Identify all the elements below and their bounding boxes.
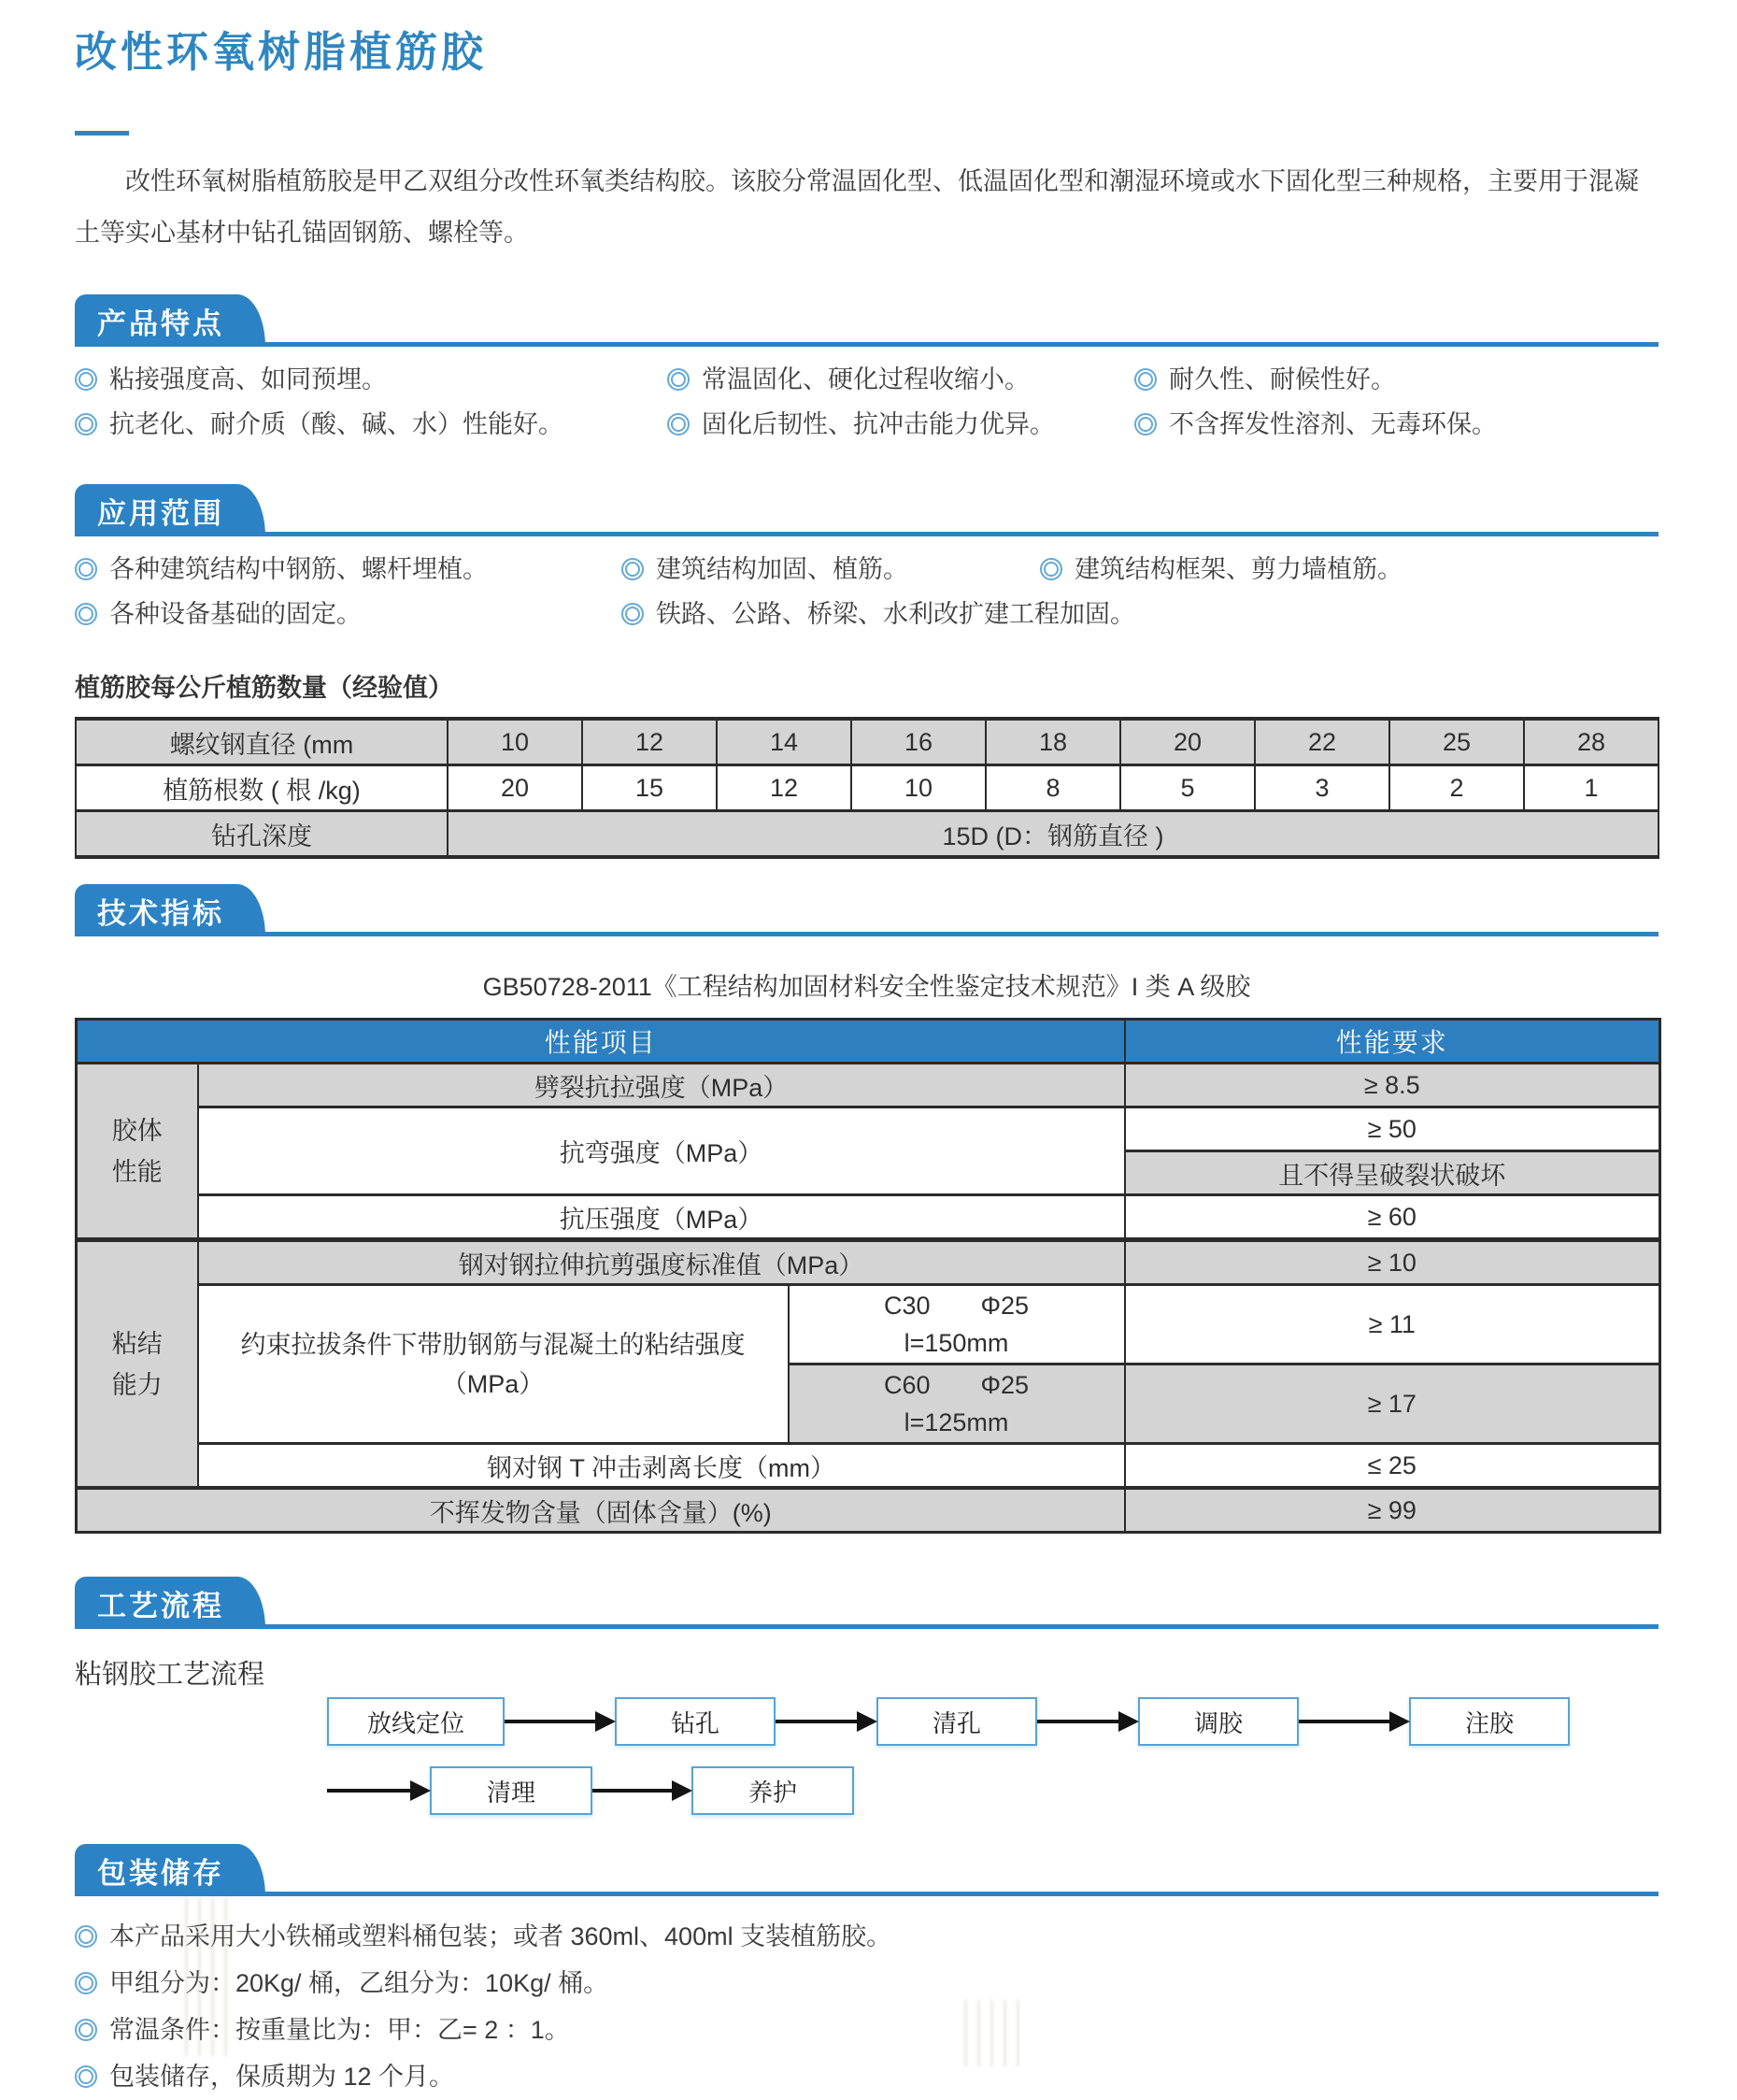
spec-line: C60 Φ25 — [883, 1371, 1030, 1399]
feature-text: 抗老化、耐介质（酸、碱、水）性能好。 — [109, 410, 563, 438]
packaging-text: 甲组分为：20Kg/ 桶，乙组分为：10Kg/ 桶。 — [109, 1969, 609, 1997]
bullseye-icon — [1134, 368, 1157, 391]
bullseye-icon — [1134, 413, 1157, 436]
tech-req-cell: ≥ 17 — [1125, 1364, 1660, 1444]
tech-prop-cell: 不挥发物含量（固体含量）(%) — [77, 1488, 1125, 1533]
process-flow-row-2 — [327, 1766, 1659, 1815]
feature-text: 不含挥发性溶剂、无毒环保。 — [1169, 410, 1497, 438]
tech-standard-line: GB50728-2011《工程结构加固材料安全性鉴定技术规范》I 类 A 级胶 — [482, 973, 1251, 1001]
tech-req-cell: 且不得呈破裂状破坏 — [1125, 1151, 1660, 1195]
spec-line: C30 Φ25 — [883, 1292, 1030, 1320]
tech-row — [77, 1285, 1660, 1364]
dosage-value-cell: 12 — [582, 719, 717, 765]
bullseye-icon — [75, 558, 97, 580]
tech-prop-cell: 劈裂抗拉强度（MPa） — [198, 1064, 1125, 1107]
list-item — [667, 364, 1134, 395]
dosage-merged-cell: 15D (D：钢筋直径 ) — [448, 811, 1659, 858]
arrow-right-icon — [776, 1710, 876, 1733]
flow-step: 放线定位 — [327, 1697, 505, 1746]
tech-col-req-header: 性能要求 — [1125, 1020, 1660, 1064]
dosage-value-cell: 2 — [1389, 765, 1524, 811]
applications-badge: 应用范围 — [75, 484, 237, 536]
dosage-label-cell: 螺纹钢直径 (mm — [76, 719, 448, 765]
arrow-right-icon — [592, 1779, 691, 1802]
feature-text: 常温固化、硬化过程收缩小。 — [702, 365, 1030, 393]
tech-prop-cell: 钢对钢 T 冲击剥离长度（mm） — [198, 1444, 1125, 1489]
tech-req-cell: ≥ 10 — [1125, 1240, 1660, 1285]
list-item — [1040, 553, 1659, 585]
tech-row — [77, 1195, 1660, 1240]
section-header-process — [75, 1577, 1659, 1629]
tech-req-cell: ≥ 8.5 — [1125, 1064, 1660, 1107]
applications-list — [75, 553, 1659, 630]
dosage-value-cell: 28 — [1524, 719, 1659, 765]
list-item — [75, 1913, 1659, 1960]
arrow-right-icon — [505, 1710, 615, 1733]
dosage-value-cell: 14 — [717, 719, 851, 765]
packaging-text: 常温条件：按重量比为：甲：乙= 2 ：1。 — [109, 2016, 570, 2044]
intro-paragraph: 改性环氧树脂植筋胶是甲乙双组分改性环氧类结构胶。该胶分常温固化型、低温固化型和潮湿环境或水下固化型三种规格，主要用于混凝土等实心基材中钻孔锚固钢筋、螺栓等。 — [75, 167, 1639, 247]
tech-row — [77, 1488, 1660, 1533]
list-item — [75, 598, 621, 630]
list-item — [621, 598, 1659, 630]
list-item — [75, 553, 621, 585]
flow-step: 清孔 — [876, 1697, 1037, 1746]
dosage-row — [76, 811, 1659, 858]
arrow-right-icon — [327, 1779, 430, 1802]
bullseye-icon — [75, 1925, 97, 1948]
application-text: 铁路、公路、桥梁、水利改扩建工程加固。 — [656, 600, 1135, 628]
bullseye-icon — [667, 413, 690, 436]
dosage-row — [76, 765, 1659, 811]
section-header-features — [75, 294, 1659, 347]
dosage-label-cell: 植筋根数 ( 根 /kg) — [76, 765, 448, 811]
list-item — [75, 364, 667, 395]
list-item — [1134, 364, 1659, 395]
tech-req-cell: ≥ 60 — [1125, 1195, 1660, 1240]
arrow-right-icon — [1037, 1710, 1138, 1733]
tech-row — [77, 1107, 1660, 1151]
flow-step: 调胶 — [1138, 1697, 1299, 1746]
packaging-list — [75, 1913, 1659, 2100]
tech-header-row — [77, 1020, 1660, 1064]
features-list — [75, 364, 1659, 440]
bullseye-icon — [75, 2019, 97, 2041]
tech-spec-cell — [789, 1364, 1125, 1444]
list-item — [667, 408, 1134, 440]
list-item — [1134, 408, 1659, 440]
application-text: 建筑结构框架、剪力墙植筋。 — [1075, 555, 1402, 583]
dosage-value-cell: 25 — [1389, 719, 1524, 765]
bullseye-icon — [75, 1972, 97, 1994]
dosage-value-cell: 1 — [1524, 765, 1659, 811]
page-title: 改性环氧树脂植筋胶 — [75, 28, 488, 76]
feature-text: 固化后韧性、抗冲击能力优异。 — [702, 410, 1055, 438]
tech-req-cell: ≥ 50 — [1125, 1107, 1660, 1151]
section-header-tech — [75, 884, 1659, 936]
packaging-text: 包装储存，保质期为 12 个月。 — [109, 2063, 455, 2091]
application-text: 建筑结构加固、植筋。 — [656, 555, 908, 583]
dosage-value-cell: 20 — [448, 765, 582, 811]
list-item — [75, 2053, 1659, 2100]
tech-row — [77, 1064, 1660, 1107]
section-header-applications — [75, 484, 1659, 536]
bullseye-icon — [75, 2065, 97, 2088]
tech-spec-cell — [789, 1285, 1125, 1364]
tech-group-cell: 粘结能力 — [77, 1240, 198, 1489]
dosage-row — [76, 719, 1659, 765]
watermark — [185, 1897, 234, 2056]
bullseye-icon — [75, 603, 97, 625]
flow-step: 养护 — [691, 1766, 854, 1815]
section-header-packaging — [75, 1844, 1659, 1896]
tech-row — [77, 1444, 1660, 1489]
tech-group-cell: 胶体性能 — [77, 1064, 198, 1240]
process-flow-label: 粘钢胶工艺流程 — [75, 1660, 265, 1690]
bullseye-icon — [621, 603, 644, 625]
flow-step: 注胶 — [1409, 1697, 1570, 1746]
applications-rule — [75, 532, 1659, 536]
list-item — [75, 408, 667, 440]
tech-table — [75, 1018, 1661, 1534]
process-badge: 工艺流程 — [75, 1577, 237, 1629]
tech-prop-cell: 抗弯强度（MPa） — [198, 1107, 1125, 1195]
dosage-label-cell: 钻孔深度 — [76, 811, 448, 858]
tech-badge: 技术指标 — [75, 884, 237, 936]
dosage-value-cell: 16 — [851, 719, 986, 765]
tech-row — [77, 1240, 1660, 1285]
application-text: 各种设备基础的固定。 — [109, 600, 362, 628]
list-item — [621, 553, 1040, 585]
tech-col-item-header: 性能项目 — [77, 1020, 1125, 1064]
packaging-badge: 包装储存 — [75, 1844, 237, 1896]
bullseye-icon — [75, 413, 97, 436]
packaging-rule — [75, 1892, 1659, 1896]
title-underline — [75, 131, 129, 136]
feature-text: 粘接强度高、如同预埋。 — [109, 365, 387, 393]
tech-prop-cell: 抗压强度（MPa） — [198, 1195, 1125, 1240]
flow-step: 清理 — [430, 1766, 592, 1815]
dosage-value-cell: 8 — [986, 765, 1120, 811]
list-item — [75, 1960, 1659, 2007]
dosage-value-cell: 3 — [1255, 765, 1389, 811]
tech-prop-cell: 钢对钢拉伸抗剪强度标准值（MPa） — [198, 1240, 1125, 1285]
bullseye-icon — [75, 368, 97, 391]
dosage-table-caption: 植筋胶每公斤植筋数量（经验值） — [75, 674, 453, 702]
tech-req-cell: ≥ 11 — [1125, 1285, 1660, 1364]
dosage-value-cell: 10 — [851, 765, 986, 811]
dosage-value-cell: 22 — [1255, 719, 1389, 765]
spec-line: l=150mm — [904, 1329, 1009, 1357]
process-flow-row-1 — [327, 1697, 1659, 1746]
tech-req-cell: ≥ 99 — [1125, 1488, 1660, 1533]
dosage-value-cell: 5 — [1120, 765, 1255, 811]
dosage-value-cell: 15 — [582, 765, 717, 811]
tech-req-cell: ≤ 25 — [1125, 1444, 1660, 1489]
tech-rule — [75, 932, 1659, 936]
features-badge: 产品特点 — [75, 294, 237, 347]
application-text: 各种建筑结构中钢筋、螺杆埋植。 — [109, 555, 488, 583]
bullseye-icon — [1040, 558, 1062, 580]
arrow-right-icon — [1299, 1710, 1409, 1733]
spec-line: l=125mm — [904, 1408, 1009, 1436]
dosage-value-cell: 18 — [986, 719, 1120, 765]
dosage-value-cell: 20 — [1120, 719, 1255, 765]
list-item — [75, 2007, 1659, 2053]
bullseye-icon — [667, 368, 690, 391]
packaging-text: 本产品采用大小铁桶或塑料桶包装；或者 360ml、400ml 支装植筋胶。 — [109, 1922, 892, 1950]
flow-step: 钻孔 — [615, 1697, 776, 1746]
dosage-table — [75, 717, 1659, 859]
dosage-value-cell: 10 — [448, 719, 582, 765]
bullseye-icon — [621, 558, 644, 580]
tech-prop-cell: 约束拉拔条件下带肋钢筋与混凝土的粘结强度（MPa） — [198, 1285, 789, 1444]
watermark — [964, 2000, 1026, 2066]
process-rule — [75, 1624, 1659, 1629]
features-rule — [75, 342, 1659, 347]
feature-text: 耐久性、耐候性好。 — [1169, 365, 1396, 393]
dosage-value-cell: 12 — [717, 765, 851, 811]
